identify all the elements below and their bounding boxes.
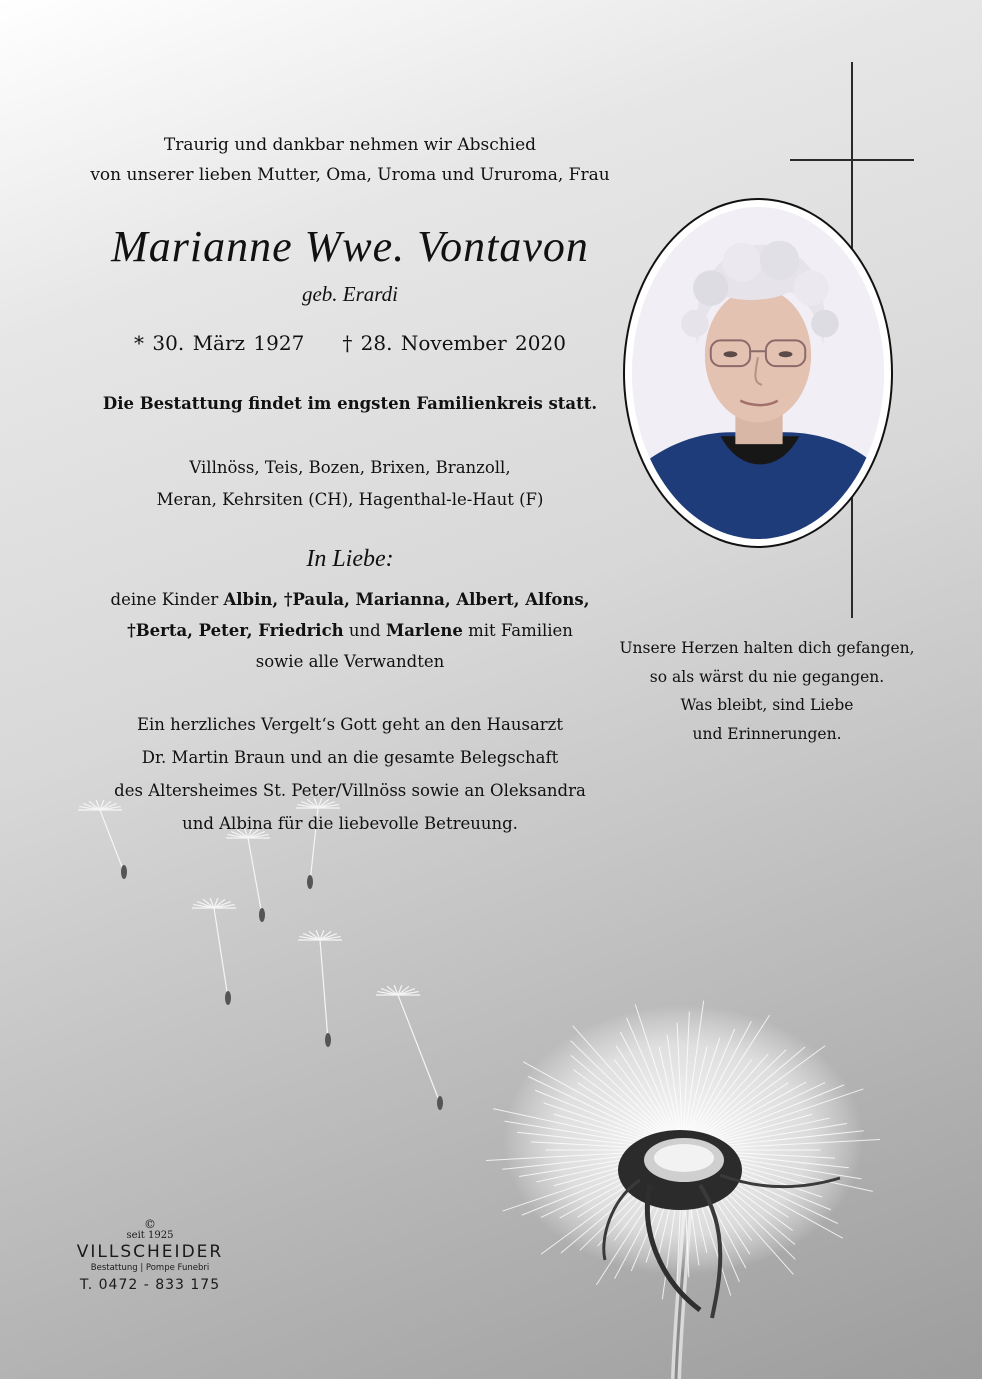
dandelion-ray: [561, 1150, 683, 1253]
dandelion-ray: [573, 1069, 683, 1150]
cross-icon-bar: [790, 159, 914, 161]
dandelion-ray: [683, 1118, 830, 1150]
dandelion-ray: [683, 1150, 812, 1186]
seed-fluff: [320, 934, 337, 940]
dandelion-ray: [683, 1083, 825, 1150]
dandelion-ray: [683, 1150, 739, 1282]
dandelion-ray: [683, 1150, 750, 1254]
places-line: Meran, Kehrsiten (CH), Hagenthal-le-Haut (F): [156, 490, 544, 509]
seed-fluff: [320, 937, 341, 940]
seed-fluff: [214, 905, 235, 908]
poem-line: und Erinnerungen.: [692, 724, 842, 743]
seed-fluff: [381, 989, 398, 995]
dandelion-ray: [683, 1038, 720, 1150]
dandelion-ray: [517, 1132, 683, 1150]
dandelion-ray: [683, 1150, 795, 1245]
dandelion-ray: [544, 1103, 683, 1150]
mourners-names: Marlene: [385, 621, 463, 640]
dandelion-ray: [616, 1046, 683, 1150]
seed-fluff: [303, 934, 320, 940]
mourners-conj: und: [343, 621, 386, 640]
dandelion-ray: [504, 1121, 683, 1150]
poem-line: Unsere Herzen halten dich gefangen,: [619, 639, 915, 657]
dandelion-ray: [522, 1150, 683, 1215]
funeral-home-logo: [62, 1218, 238, 1296]
dandelion-ray: [677, 1150, 683, 1289]
thanks-line: des Altersheimes St. Peter/Villnöss sowie an Oleksandra: [114, 781, 586, 800]
deceased-name: Marianne Wwe. Vontavon: [111, 222, 589, 271]
dandelion-ray: [683, 1150, 835, 1158]
logo-brand: VILLSCHEIDER: [76, 1242, 224, 1262]
mourners-line: sowie alle Verwandten: [255, 652, 445, 671]
dandelion-ray: [531, 1142, 683, 1150]
dandelion-ray: [683, 1050, 786, 1150]
dandelion-ray: [659, 1150, 683, 1253]
thanks-line: und Albina für die liebevolle Betreuung.: [182, 814, 518, 833]
dandelion-ray: [683, 1150, 793, 1231]
thanks-text: [80, 708, 620, 840]
mourners-list: [80, 584, 620, 677]
dandelion-ray: [683, 1047, 805, 1150]
dandelion-ray: [486, 1150, 683, 1160]
dandelion-ray: [683, 1011, 689, 1150]
dandelion-ray: [662, 1150, 683, 1299]
poem-line: Was bleibt, sind Liebe: [680, 696, 854, 714]
thanks-line: Dr. Martin Braun und an die gesamte Belegschaft: [141, 748, 559, 767]
logo-since: seit 1925: [126, 1230, 174, 1241]
portrait-frame: [623, 198, 893, 548]
dandelion-ray: [580, 1150, 683, 1250]
dandelion-ray: [578, 1083, 683, 1150]
places: [80, 452, 620, 516]
dandelion-ray: [683, 1114, 812, 1150]
dandelion-ray: [683, 1046, 825, 1150]
seed-fluff: [210, 898, 214, 908]
seed-stem: [214, 908, 228, 998]
seed-fluff: [398, 985, 402, 995]
dandelion-ray: [683, 1150, 843, 1238]
dandelion-ray: [528, 1077, 683, 1150]
dandelion-ray: [667, 1035, 683, 1150]
mourners-suffix: mit Familien: [462, 621, 573, 640]
dandelion-ray: [683, 1150, 752, 1240]
seed-fluff: [398, 989, 415, 995]
dandelion-ray: [615, 1150, 683, 1279]
seed-fluff: [320, 931, 331, 940]
dandelion-ray: [683, 1089, 863, 1150]
seed-tip: [121, 865, 127, 879]
seed-stem: [320, 940, 328, 1040]
dandelion-ray: [646, 1150, 683, 1262]
dandelion-ray: [677, 1023, 683, 1150]
dandelion-ray: [683, 1047, 707, 1150]
dandelion-ray: [554, 1150, 683, 1186]
seed-tip: [325, 1033, 331, 1047]
life-dates: [80, 331, 620, 355]
dandelion-ray: [571, 1041, 683, 1150]
dandelion-ray: [683, 1150, 793, 1274]
dandelion-ray: [614, 1060, 683, 1150]
poem: [612, 634, 922, 748]
dandelion-ray: [683, 1150, 795, 1259]
dandelion-ray: [571, 1055, 683, 1150]
dandelion-ray: [683, 1131, 864, 1150]
dandelion-ray: [683, 1029, 735, 1150]
dandelion-ray: [631, 1150, 683, 1271]
seed-fluff: [214, 902, 231, 908]
burial-notice: Die Bestattung findet im engsten Familienkreis statt.: [102, 394, 598, 413]
dandelion-ray: [683, 1150, 849, 1168]
seed-fluff: [299, 937, 320, 940]
dandelion-ray: [627, 1018, 683, 1150]
dandelion-ray: [683, 1060, 752, 1150]
dandelion-ray: [493, 1109, 683, 1150]
seed-stem: [248, 838, 262, 915]
mourners-line: [80, 615, 620, 646]
dandelion-ray: [536, 1150, 683, 1182]
intro-line: von unserer lieben Mutter, Oma, Uroma und Ururoma, Frau: [90, 165, 610, 185]
dandelion-ray: [683, 1140, 880, 1150]
seed-fluff: [214, 898, 218, 908]
dandelion-ray: [683, 1150, 699, 1265]
dandelion-ray: [683, 1150, 689, 1277]
seed-fluff: [320, 930, 324, 940]
dandelion-ray: [683, 1150, 862, 1179]
birth-date: * 30. März 1927: [134, 331, 305, 355]
seed-fluff: [214, 899, 225, 908]
seed-fluff: [193, 905, 214, 908]
maiden-name: geb. Erardi: [301, 282, 399, 306]
seed-fluff: [398, 992, 419, 995]
dandelion-ray: [683, 1150, 838, 1223]
dandelion-ray: [573, 1026, 683, 1150]
seed-fluff: [377, 992, 398, 995]
poem-line: so als wärst du nie gegangen.: [649, 667, 885, 686]
dandelion-ray: [683, 1082, 806, 1150]
mourners-names: Albin, †Paula, Marianna, Albert, Alfons,: [223, 590, 590, 609]
dandelion-ray: [683, 1085, 844, 1150]
seed-fluff: [398, 986, 409, 995]
logo-phone: T. 0472 - 833 175: [79, 1277, 221, 1293]
intro-line: Traurig und dankbar nehmen wir Abschied: [163, 135, 537, 155]
seed-tip: [225, 991, 231, 1005]
dandelion-ray: [683, 1150, 731, 1296]
death-date: † 28. November 2020: [342, 331, 566, 355]
dandelion-ray: [683, 1124, 847, 1150]
dandelion-ray: [683, 1150, 788, 1217]
seed-stem: [398, 995, 440, 1103]
dandelion-ray: [683, 1054, 768, 1150]
dandelion-ray: [541, 1150, 683, 1254]
dandelion-ray: [683, 1015, 770, 1150]
dandelion-ray: [683, 1150, 822, 1197]
dandelion-ray: [683, 1021, 751, 1150]
dandelion-ray: [598, 1150, 683, 1246]
thanks-line: Ein herzliches Vergelt‘s Gott geht an den Hausarzt: [136, 715, 564, 734]
dandelion-ray: [683, 1083, 788, 1150]
dandelion-ray: [683, 1150, 707, 1253]
copyright-mark: ©: [144, 1217, 156, 1231]
dandelion-ray: [535, 1090, 683, 1150]
dandelion-ray: [683, 1001, 704, 1150]
seed-fluff: [394, 985, 398, 995]
mourners-line: [80, 584, 620, 615]
dandelion-ray: [503, 1150, 683, 1211]
dandelion-ray: [502, 1150, 683, 1169]
dandelion-ray: [683, 1150, 746, 1268]
seed-tip: [259, 908, 265, 922]
seed-tip: [307, 875, 313, 889]
seed-fluff: [309, 931, 320, 940]
dandelion-ray: [596, 1150, 683, 1285]
dandelion-ray: [683, 1150, 831, 1210]
dandelion-ray: [578, 1150, 683, 1217]
dandelion-ray: [541, 1150, 683, 1217]
dandelion-ray: [614, 1150, 683, 1240]
dandelion-ray: [554, 1114, 683, 1150]
mourners-names: †Berta, Peter, Friedrich: [127, 621, 344, 640]
seed-tip: [437, 1096, 443, 1110]
dandelion-ray: [635, 1004, 683, 1150]
places-line: Villnöss, Teis, Bozen, Brixen, Branzoll,: [189, 458, 511, 477]
dandelion-ray: [519, 1150, 683, 1176]
seed-fluff: [387, 986, 398, 995]
dandelion-ray: [523, 1062, 683, 1150]
mourners-prefix: deine Kinder: [110, 590, 224, 609]
dandelion-ray: [620, 1032, 683, 1150]
intro-text: [80, 130, 620, 190]
dandelion-ray: [560, 1150, 683, 1218]
logo-tagline: Bestattung | Pompe Funebri: [90, 1263, 210, 1273]
dandelion-ray: [683, 1150, 873, 1191]
portrait-photo: [632, 207, 884, 539]
seed-fluff: [316, 930, 320, 940]
seed-fluff: [197, 902, 214, 908]
mourners-heading: In Liebe:: [306, 546, 394, 572]
dandelion-ray: [659, 1047, 683, 1150]
seed-fluff: [203, 899, 214, 908]
